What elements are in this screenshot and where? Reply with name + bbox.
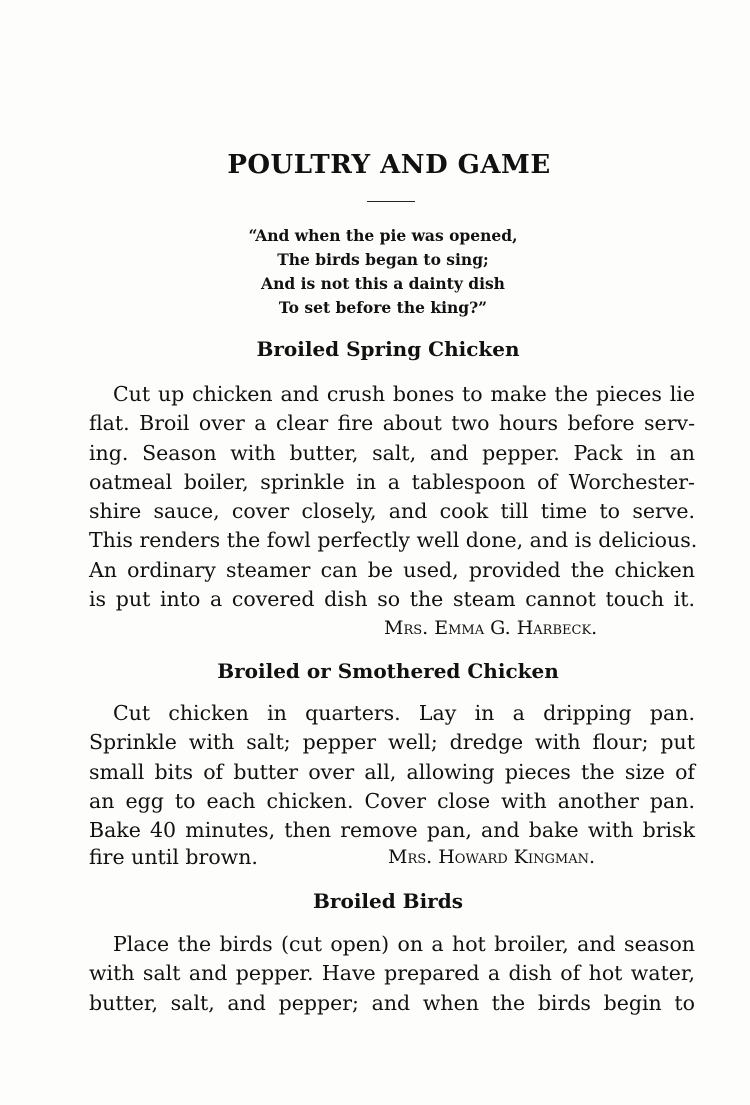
recipe-title-broiled-birds: Broiled Birds <box>313 889 463 913</box>
recipe-body-broiled-birds <box>89 930 695 1018</box>
title-rule <box>367 201 415 202</box>
epigraph-line: To set before the king?” <box>278 298 488 317</box>
epigraph-line: “And when the pie was opened, <box>248 226 518 245</box>
text-line: is put into a covered dish so the steam cannot touch it. <box>89 587 695 612</box>
epigraph <box>0 224 750 320</box>
text-line: ing. Season with butter, salt, and pepper. Pack in an <box>89 440 695 465</box>
chapter-title: POULTRY AND GAME <box>227 150 551 180</box>
text-line: flat. Broil over a clear fire about two hours before serv- <box>89 411 695 436</box>
text-line: An ordinary steamer can be used, provided the chicken <box>89 557 695 582</box>
text-line: Cut chicken in quarters. Lay in a dripping pan. <box>113 701 695 725</box>
text-line: shire sauce, cover closely, and cook till time to serve. <box>89 499 695 524</box>
text-line: oatmeal boiler, sprinkle in a tablespoon of Worchester- <box>89 469 695 494</box>
signature-howard-kingman: Mrs. Howard Kingman. <box>388 846 596 868</box>
signature-emma-harbeck: Mrs. Emma G. Harbeck. <box>384 617 598 639</box>
recipe-body-broiled-spring-chicken <box>89 380 698 614</box>
text-line: Place the birds (cut open) on a hot broiler, and season <box>113 932 695 956</box>
epigraph-line: The birds began to sing; <box>277 250 489 269</box>
text-line: with salt and pepper. Have prepared a dish of hot water, <box>89 961 695 986</box>
text-line: Sprinkle with salt; pepper well; dredge with flour; put <box>89 730 695 755</box>
text-line: small bits of butter over all, allowing pieces the size of <box>89 759 695 784</box>
recipe-title-broiled-spring-chicken: Broiled Spring Chicken <box>256 337 520 361</box>
epigraph-line: And is not this a dainty dish <box>261 274 505 293</box>
recipe-body-broiled-or-smothered-chicken <box>89 699 695 845</box>
text-line: Cut up chicken and crush bones to make the pieces lie <box>113 382 695 406</box>
text-line: butter, salt, and pepper; and when the birds begin to <box>89 990 695 1015</box>
text-line: Bake 40 minutes, then remove pan, and bake with brisk <box>89 818 695 843</box>
text-line: an egg to each chicken. Cover close with another pan. <box>89 788 695 813</box>
text-line: This renders the fowl perfectly well done, and is delicious. <box>89 528 698 553</box>
recipe-title-broiled-or-smothered-chicken: Broiled or Smothered Chicken <box>217 659 559 683</box>
text-line-last: fire until brown. <box>89 845 258 869</box>
